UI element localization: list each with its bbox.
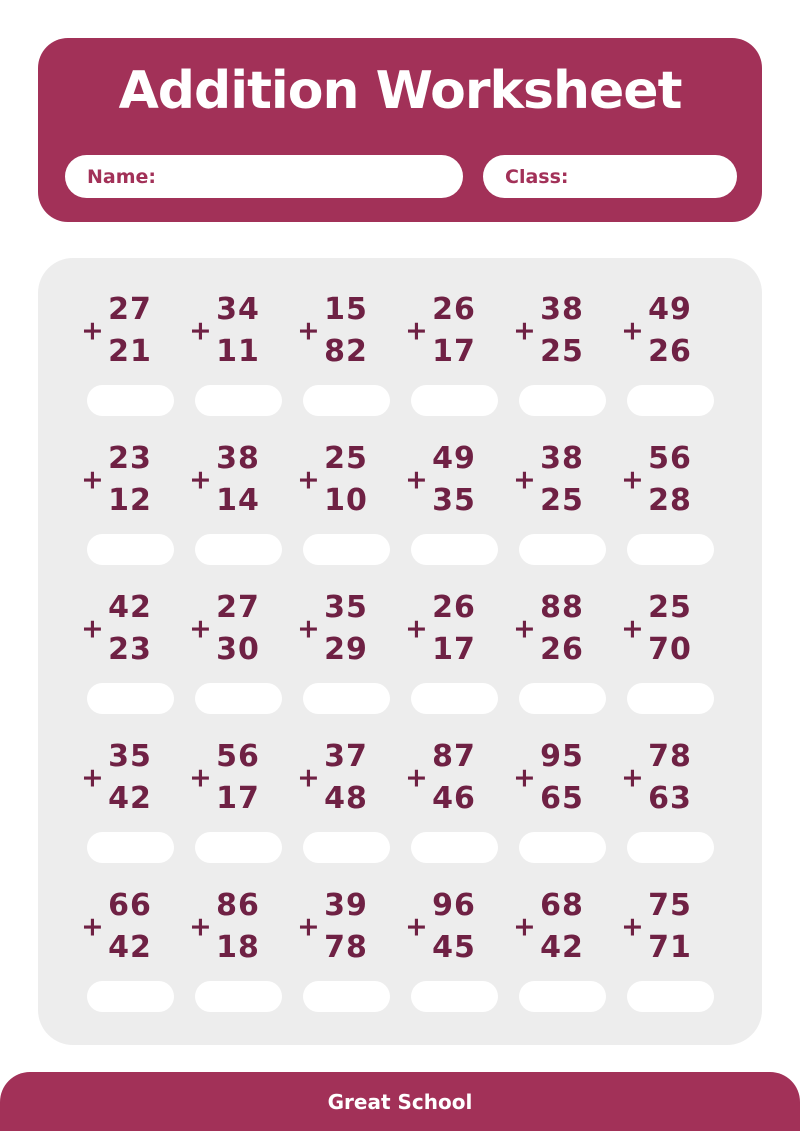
plus-sign: + [621, 315, 644, 347]
expression [513, 437, 584, 523]
addition-problem [621, 437, 714, 586]
expression [81, 288, 152, 374]
addend-stack [405, 736, 476, 820]
addend-stack [81, 587, 152, 671]
addition-problem [81, 586, 174, 735]
answer-box[interactable] [303, 683, 390, 714]
plus-sign: + [297, 464, 320, 496]
plus-sign: + [513, 613, 536, 645]
addition-problem [405, 884, 498, 1033]
addend-bottom: 26 [648, 334, 692, 369]
addend-top: 27 [216, 590, 260, 625]
plus-sign: + [513, 911, 536, 943]
answer-box[interactable] [195, 534, 282, 565]
expression [189, 288, 260, 374]
expression [621, 288, 692, 374]
addition-problem [405, 437, 498, 586]
addend-bottom: 17 [216, 781, 260, 816]
answer-box[interactable] [87, 981, 174, 1012]
addend-bottom: 10 [324, 483, 368, 518]
answer-box[interactable] [87, 385, 174, 416]
addend-top: 66 [108, 888, 152, 923]
plus-sign: + [405, 315, 428, 347]
expression [297, 437, 368, 523]
addend-bottom: 65 [540, 781, 584, 816]
addend-bottom: 28 [648, 483, 692, 518]
answer-box[interactable] [411, 683, 498, 714]
addend-bottom: 14 [216, 483, 260, 518]
plus-sign: + [81, 911, 104, 943]
addend-stack [297, 885, 368, 969]
answer-box[interactable] [519, 534, 606, 565]
addition-problem [81, 437, 174, 586]
plus-sign: + [189, 464, 212, 496]
expression [297, 586, 368, 672]
addend-top: 27 [108, 292, 152, 327]
expression [297, 735, 368, 821]
addend-top: 35 [108, 739, 152, 774]
plus-sign: + [297, 762, 320, 794]
addend-bottom: 71 [648, 930, 692, 965]
name-field[interactable] [65, 155, 463, 198]
addend-stack [621, 736, 692, 820]
addend-bottom: 12 [108, 483, 152, 518]
addend-top: 38 [216, 441, 260, 476]
addition-problem [297, 586, 390, 735]
addend-bottom: 45 [432, 930, 476, 965]
answer-box[interactable] [627, 534, 714, 565]
addend-top: 78 [648, 739, 692, 774]
addend-top: 56 [648, 441, 692, 476]
plus-sign: + [513, 464, 536, 496]
addend-bottom: 46 [432, 781, 476, 816]
answer-box[interactable] [87, 832, 174, 863]
addend-stack [81, 736, 152, 820]
addend-top: 26 [432, 590, 476, 625]
expression [621, 437, 692, 523]
expression [405, 735, 476, 821]
addend-stack [297, 587, 368, 671]
addend-bottom: 21 [108, 334, 152, 369]
addend-top: 25 [648, 590, 692, 625]
addition-problem [189, 586, 282, 735]
addend-stack [621, 587, 692, 671]
addend-stack [297, 289, 368, 373]
addition-problem [513, 735, 606, 884]
addition-problem [297, 735, 390, 884]
addend-top: 49 [432, 441, 476, 476]
addend-top: 88 [540, 590, 584, 625]
answer-box[interactable] [303, 385, 390, 416]
addend-top: 96 [432, 888, 476, 923]
addend-bottom: 25 [540, 334, 584, 369]
expression [405, 437, 476, 523]
addend-top: 26 [432, 292, 476, 327]
expression [297, 288, 368, 374]
expression [405, 288, 476, 374]
addition-problem [81, 288, 174, 437]
addition-problem [297, 288, 390, 437]
addition-problem [189, 437, 282, 586]
addend-bottom: 35 [432, 483, 476, 518]
answer-box[interactable] [519, 832, 606, 863]
expression [405, 586, 476, 672]
addend-bottom: 42 [540, 930, 584, 965]
addition-problem [297, 437, 390, 586]
addend-stack [513, 885, 584, 969]
addend-bottom: 78 [324, 930, 368, 965]
plus-sign: + [297, 911, 320, 943]
plus-sign: + [297, 613, 320, 645]
addend-bottom: 26 [540, 632, 584, 667]
addend-stack [513, 289, 584, 373]
expression [621, 884, 692, 970]
answer-box[interactable] [411, 385, 498, 416]
addend-top: 87 [432, 739, 476, 774]
addend-top: 86 [216, 888, 260, 923]
answer-box[interactable] [195, 832, 282, 863]
plus-sign: + [189, 613, 212, 645]
expression [621, 735, 692, 821]
plus-sign: + [621, 464, 644, 496]
expression [81, 586, 152, 672]
class-label: Class: [505, 165, 569, 188]
expression [513, 586, 584, 672]
plus-sign: + [405, 762, 428, 794]
addend-bottom: 82 [324, 334, 368, 369]
expression [513, 884, 584, 970]
answer-box[interactable] [303, 981, 390, 1012]
addend-bottom: 70 [648, 632, 692, 667]
addend-bottom: 17 [432, 334, 476, 369]
addend-top: 35 [324, 590, 368, 625]
addend-top: 68 [540, 888, 584, 923]
addend-stack [189, 587, 260, 671]
addend-bottom: 17 [432, 632, 476, 667]
addend-stack [621, 289, 692, 373]
addend-stack [513, 736, 584, 820]
addition-problem [189, 288, 282, 437]
addition-problem [189, 884, 282, 1033]
expression [189, 437, 260, 523]
plus-sign: + [81, 315, 104, 347]
answer-box[interactable] [195, 981, 282, 1012]
expression [189, 735, 260, 821]
expression [81, 735, 152, 821]
plus-sign: + [405, 613, 428, 645]
addition-problem [81, 735, 174, 884]
addend-top: 34 [216, 292, 260, 327]
answer-box[interactable] [627, 385, 714, 416]
expression [513, 288, 584, 374]
plus-sign: + [513, 762, 536, 794]
addition-problem [621, 884, 714, 1033]
addition-problem [513, 288, 606, 437]
answer-box[interactable] [411, 534, 498, 565]
answer-box[interactable] [411, 832, 498, 863]
addend-stack [405, 587, 476, 671]
expression [297, 884, 368, 970]
plus-sign: + [405, 464, 428, 496]
expression [81, 437, 152, 523]
addend-top: 23 [108, 441, 152, 476]
addend-stack [621, 885, 692, 969]
answer-box[interactable] [87, 683, 174, 714]
expression [621, 586, 692, 672]
addend-stack [297, 736, 368, 820]
addend-top: 42 [108, 590, 152, 625]
footer-bar [0, 1072, 800, 1131]
answer-box[interactable] [411, 981, 498, 1012]
expression [81, 884, 152, 970]
expression [405, 884, 476, 970]
plus-sign: + [621, 613, 644, 645]
addend-stack [81, 885, 152, 969]
addition-problem [621, 586, 714, 735]
addend-stack [189, 736, 260, 820]
answer-box[interactable] [519, 683, 606, 714]
addend-top: 49 [648, 292, 692, 327]
addend-bottom: 63 [648, 781, 692, 816]
header-card [38, 38, 762, 222]
addend-bottom: 25 [540, 483, 584, 518]
answer-box[interactable] [87, 534, 174, 565]
addend-bottom: 23 [108, 632, 152, 667]
footer-school-name: Great School [327, 1089, 473, 1114]
fields-row [65, 155, 737, 198]
addend-stack [189, 289, 260, 373]
addend-top: 38 [540, 441, 584, 476]
addend-stack [513, 438, 584, 522]
answer-box[interactable] [627, 683, 714, 714]
expression [189, 586, 260, 672]
plus-sign: + [621, 911, 644, 943]
addend-top: 38 [540, 292, 584, 327]
answer-box[interactable] [519, 981, 606, 1012]
addend-stack [621, 438, 692, 522]
plus-sign: + [189, 762, 212, 794]
plus-sign: + [297, 315, 320, 347]
addend-bottom: 42 [108, 781, 152, 816]
expression [189, 884, 260, 970]
addition-problem [513, 586, 606, 735]
answer-box[interactable] [627, 832, 714, 863]
addend-top: 39 [324, 888, 368, 923]
answer-box[interactable] [303, 832, 390, 863]
addend-bottom: 30 [216, 632, 260, 667]
plus-sign: + [189, 315, 212, 347]
addend-stack [81, 289, 152, 373]
addend-stack [513, 587, 584, 671]
addition-problem [189, 735, 282, 884]
class-field[interactable] [483, 155, 737, 198]
answer-box[interactable] [195, 683, 282, 714]
name-label: Name: [87, 165, 157, 188]
plus-sign: + [621, 762, 644, 794]
addend-stack [405, 289, 476, 373]
plus-sign: + [513, 315, 536, 347]
addend-stack [297, 438, 368, 522]
addend-bottom: 11 [216, 334, 260, 369]
answer-box[interactable] [519, 385, 606, 416]
answer-box[interactable] [195, 385, 282, 416]
answer-box[interactable] [627, 981, 714, 1012]
addend-bottom: 48 [324, 781, 368, 816]
addition-problem [513, 437, 606, 586]
addition-problem [297, 884, 390, 1033]
addend-stack [81, 438, 152, 522]
addend-top: 15 [324, 292, 368, 327]
expression [513, 735, 584, 821]
addition-problem [405, 586, 498, 735]
addition-problem [621, 735, 714, 884]
addend-top: 56 [216, 739, 260, 774]
plus-sign: + [81, 613, 104, 645]
addition-problem [513, 884, 606, 1033]
page-title: Addition Worksheet [118, 61, 682, 121]
addition-problem [621, 288, 714, 437]
addend-stack [405, 885, 476, 969]
addition-problem [81, 884, 174, 1033]
addition-problem [405, 735, 498, 884]
worksheet-area [38, 258, 762, 1045]
addend-bottom: 29 [324, 632, 368, 667]
plus-sign: + [405, 911, 428, 943]
addend-stack [189, 438, 260, 522]
plus-sign: + [189, 911, 212, 943]
addend-top: 37 [324, 739, 368, 774]
addend-stack [405, 438, 476, 522]
addend-bottom: 18 [216, 930, 260, 965]
addition-problem [405, 288, 498, 437]
addend-top: 95 [540, 739, 584, 774]
addend-stack [189, 885, 260, 969]
answer-box[interactable] [303, 534, 390, 565]
addend-bottom: 42 [108, 930, 152, 965]
plus-sign: + [81, 762, 104, 794]
addend-top: 75 [648, 888, 692, 923]
plus-sign: + [81, 464, 104, 496]
addend-top: 25 [324, 441, 368, 476]
